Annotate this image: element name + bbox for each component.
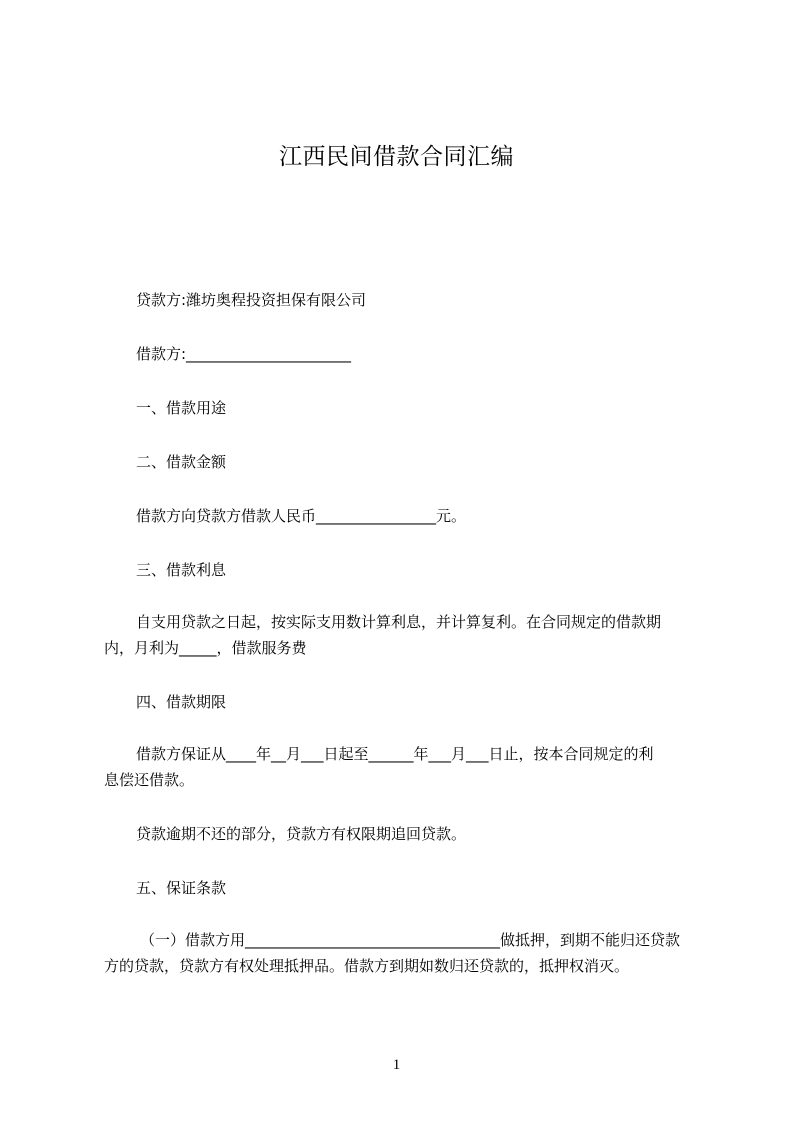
interest-line-2: 内，月利为_____，借款服务费 xyxy=(104,639,307,657)
term-line-1: 借款方保证从____年__月___日起至______年___月___日止，按本合同规定的利 xyxy=(136,745,654,763)
guarantee-line-1: （一）借款方用__________________________________做抵押，到期不能归还贷款 xyxy=(140,931,681,949)
interest-paragraph xyxy=(0,612,793,658)
term-paragraph xyxy=(0,744,793,790)
guarantee-line-2: 方的贷款，贷款方有权处理抵押品。借款方到期如数归还贷款的，抵押权消灭。 xyxy=(104,957,630,975)
section-heading-amount: 二、借款金额 xyxy=(136,453,227,471)
guarantee-paragraph xyxy=(0,930,793,976)
section-heading-guarantee: 五、保证条款 xyxy=(136,879,227,897)
term-line-2: 息偿还借款。 xyxy=(104,771,195,789)
section-heading-interest: 三、借款利息 xyxy=(136,561,227,579)
borrower-line: 借款方:______________________ xyxy=(136,345,352,363)
document-title: 江西民间借款合同汇编 xyxy=(279,144,514,170)
page-number: 1 xyxy=(392,1057,401,1073)
lender-line: 贷款方:潍坊奥程投资担保有限公司 xyxy=(136,291,367,309)
section-heading-purpose: 一、借款用途 xyxy=(136,399,227,417)
section-heading-term: 四、借款期限 xyxy=(136,693,227,711)
amount-paragraph: 借款方向贷款方借款人民币________________元。 xyxy=(136,507,467,525)
interest-line-1: 自支用贷款之日起，按实际支用数计算利息，并计算复利。在合同规定的借款期 xyxy=(136,613,662,631)
overdue-paragraph: 贷款逾期不还的部分，贷款方有权限期追回贷款。 xyxy=(136,825,467,843)
